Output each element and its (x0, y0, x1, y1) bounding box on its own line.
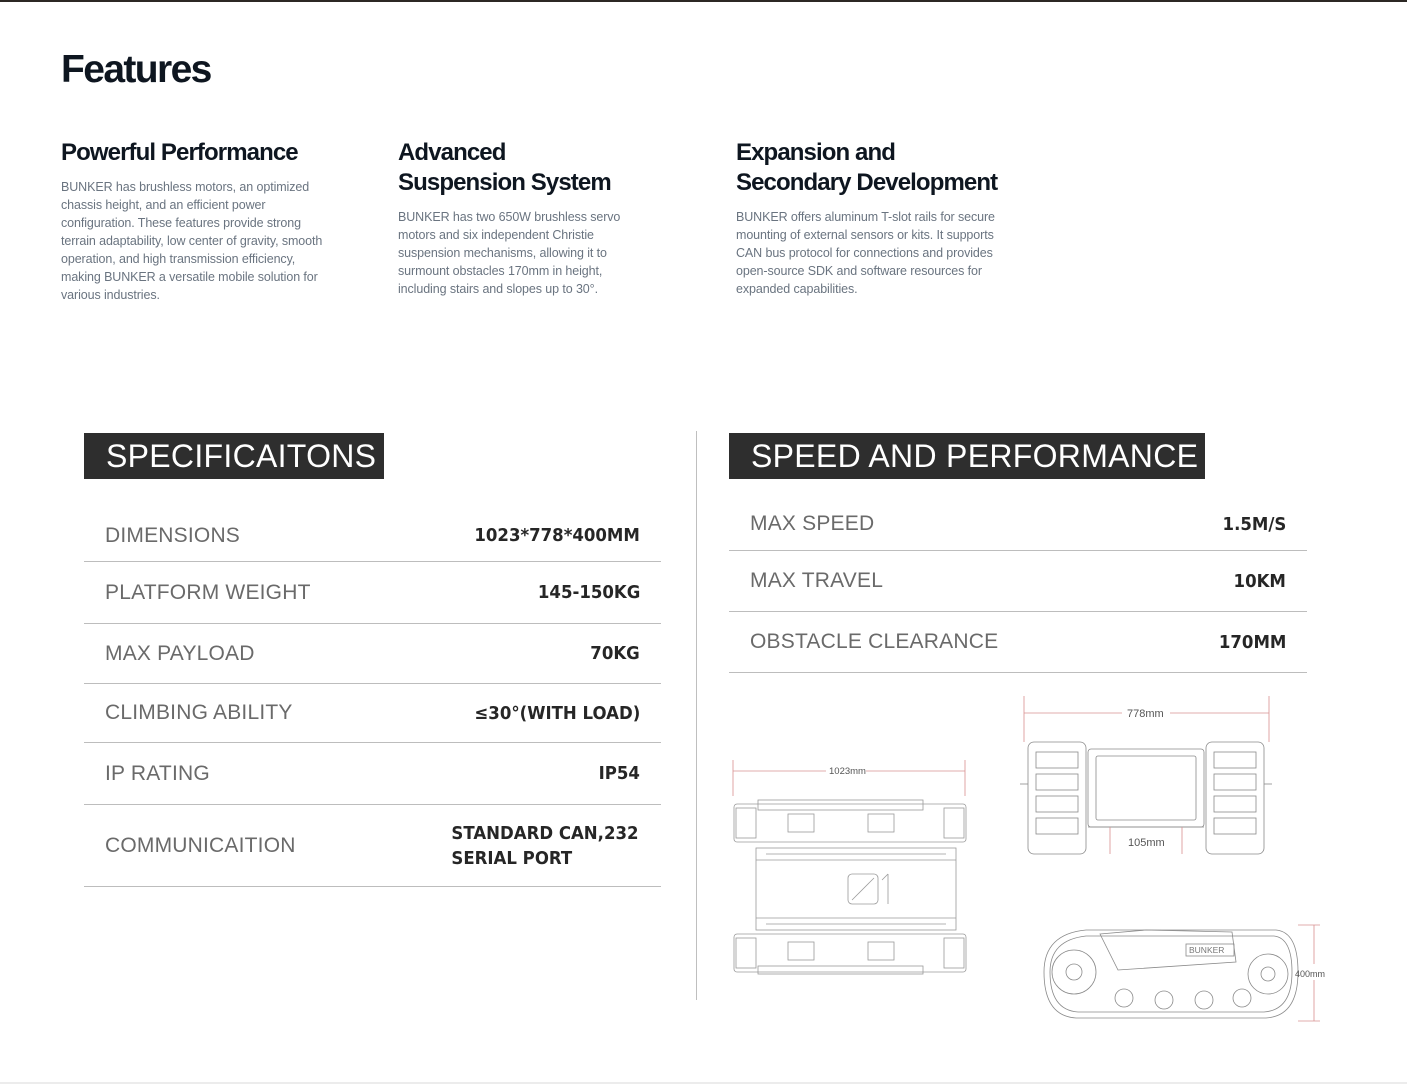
spec-label: DIMENSIONS (105, 523, 241, 547)
spec-label: PLATFORM WEIGHT (105, 580, 311, 604)
spec-value: ≤30°(WITH LOAD) (474, 702, 640, 724)
perf-row-max-travel (729, 551, 1307, 612)
feature-description: BUNKER offers aluminum T-slot rails for secure mounting of external sensors or kits. It supports CAN bus protocol for connections and provides open-source SDK and software resources for expanded capabilities. (736, 210, 995, 296)
feature-title: Powerful Performance (61, 139, 298, 166)
spec-row-climbing-ability (84, 684, 661, 743)
spec-row-platform-weight (84, 562, 661, 624)
perf-label: MAX SPEED (750, 512, 875, 535)
robot-top-view-drawing (728, 756, 973, 978)
spec-label: COMMUNICAITION (105, 833, 296, 857)
perf-value: 170MM (1218, 631, 1286, 653)
perf-label: OBSTACLE CLEARANCE (750, 630, 999, 653)
top-border (0, 0, 1407, 2)
feature-title: Advanced Suspension System (398, 139, 611, 196)
spec-row-communication (84, 805, 661, 887)
dimension-label: 778mm (1127, 708, 1164, 720)
dimension-label: 105mm (1128, 837, 1165, 849)
performance-heading: SPEED AND PERFORMANCE (729, 433, 1205, 479)
feature-title: Expansion and Secondary Development (736, 139, 998, 196)
features-title: Features (61, 48, 211, 91)
perf-row-max-speed (729, 498, 1307, 551)
robot-side-view-drawing (1036, 922, 1336, 1026)
dimension-label: 1023mm (829, 766, 866, 777)
dimension-label: 400mm (1295, 969, 1326, 979)
spec-row-ip-rating (84, 743, 661, 805)
specifications-heading: SPECIFICAITONS (84, 433, 384, 479)
feature-expansion-development (736, 138, 1006, 298)
spec-value: STANDARD CAN,232 SERIAL PORT (451, 822, 639, 869)
perf-value: 1.5M/S (1222, 513, 1286, 535)
perf-value: 10KM (1233, 570, 1286, 592)
feature-powerful-performance (61, 138, 331, 304)
perf-row-obstacle-clearance (729, 612, 1307, 673)
feature-description: BUNKER has two 650W brushless servo motors and six independent Christie suspension mechanisms, allowing it to surmount obstacles 170mm in height, including stairs and slopes up to 30°. (398, 210, 621, 296)
perf-label: MAX TRAVEL (750, 569, 884, 592)
column-divider (696, 431, 697, 1000)
spec-value: IP54 (598, 763, 640, 784)
brand-label: BUNKER (1189, 945, 1225, 955)
spec-value: 1023*778*400MM (474, 525, 640, 546)
robot-front-view-drawing (1018, 694, 1278, 864)
spec-label: MAX PAYLOAD (105, 641, 255, 665)
spec-value: 70KG (590, 643, 640, 664)
feature-advanced-suspension (398, 138, 638, 298)
spec-row-max-payload (84, 624, 661, 684)
spec-label: CLIMBING ABILITY (105, 701, 293, 724)
spec-label: IP RATING (105, 761, 210, 785)
feature-description: BUNKER has brushless motors, an optimized chassis height, and an efficient power configuration. These features provide strong terrain adaptability, low center of gravity, smooth operation, and high transmission efficiency, making BUNKER a versatile mobile solution for various industries. (61, 180, 323, 302)
spec-row-dimensions (84, 510, 661, 562)
spec-value: 145-150KG (537, 582, 640, 603)
